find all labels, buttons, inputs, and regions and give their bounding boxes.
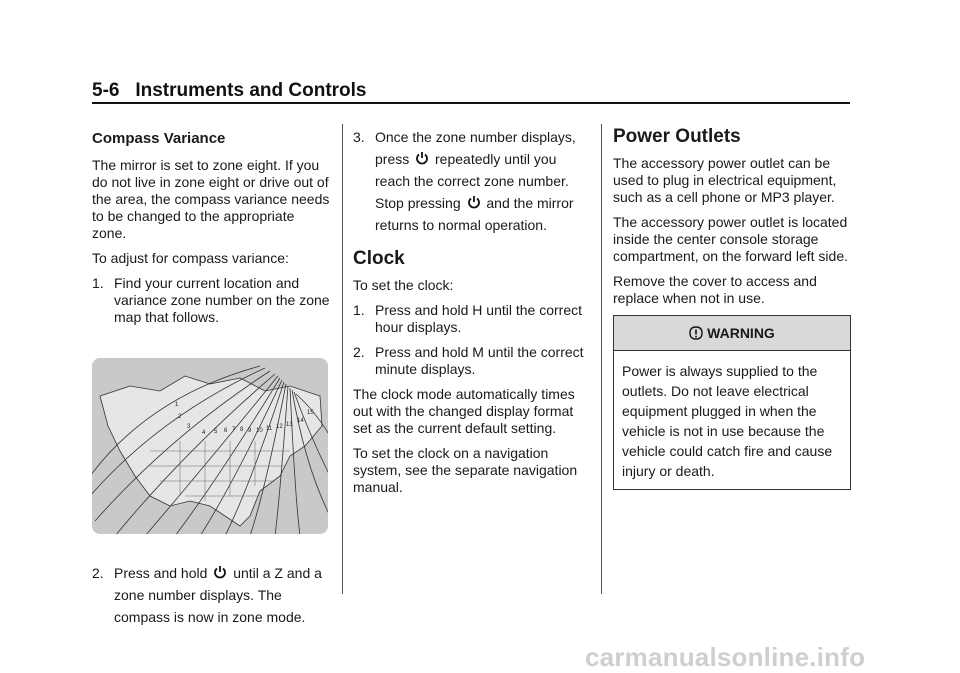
svg-text:10: 10 xyxy=(256,428,263,434)
svg-text:12: 12 xyxy=(276,424,283,430)
step-number: 1. xyxy=(353,302,365,318)
clock-intro: To set the clock: xyxy=(353,277,454,293)
svg-text:5: 5 xyxy=(214,429,218,435)
chapter-title: Instruments and Controls xyxy=(135,80,367,101)
compass-para-1: The mirror is set to zone eight. If you do not live in zone eight or drive out of the area, the compass variance needs to be changed to the appropriate zone. xyxy=(92,157,330,241)
column-divider-right xyxy=(601,124,602,594)
section-number: 5-6 xyxy=(92,80,120,101)
compass-step-2 xyxy=(92,562,332,628)
step-number: 2. xyxy=(353,344,365,360)
warning-box xyxy=(613,315,851,490)
column-clock xyxy=(353,126,593,504)
page-title xyxy=(92,80,850,102)
svg-text:2: 2 xyxy=(178,414,182,420)
page-header xyxy=(92,80,850,106)
power-icon xyxy=(415,151,429,165)
warning-text: Power is always supplied to the outlets. Do not leave electrical equipment plugged in when the vehicle is not in use because the vehicle could catch fire and cause injury or death. xyxy=(622,363,833,479)
clock-step-1 xyxy=(353,302,593,336)
power-icon xyxy=(467,195,481,209)
step-number: 3. xyxy=(353,129,365,145)
step-number: 1. xyxy=(92,275,104,291)
clock-para-1: The clock mode automatically times out with the changed display format set as the current default setting. xyxy=(353,386,575,436)
svg-text:13: 13 xyxy=(286,422,293,428)
zone-map-image xyxy=(90,356,330,536)
column-compass xyxy=(92,124,332,636)
clock-para-2: To set the clock on a navigation system, see the separate navigation manual. xyxy=(353,445,578,495)
svg-text:9: 9 xyxy=(248,428,252,434)
svg-text:4: 4 xyxy=(202,430,206,436)
step-text: Press and hold H until the correct hour displays. xyxy=(375,302,582,335)
power-heading: Power Outlets xyxy=(613,126,741,147)
svg-text:11: 11 xyxy=(266,426,273,432)
header-rule xyxy=(92,102,850,104)
step-text-a: Once the zone number displays, press xyxy=(375,129,576,167)
compass-step-3 xyxy=(353,126,593,236)
step-text: Find your current location and variance zone number on the zone map that follows. xyxy=(114,275,330,325)
power-para-1: The accessory power outlet can be used to plug in electrical equipment, such as a cell phone or MP3 player. xyxy=(613,155,837,205)
step-text-b: repeatedly until you reach the correct zone number. Stop pressing xyxy=(375,151,569,211)
zone-map xyxy=(90,356,330,536)
step-number: 2. xyxy=(92,565,104,581)
svg-text:1: 1 xyxy=(175,402,179,408)
step-text-post: until a Z and a zone number displays. The compass is now in zone mode. xyxy=(114,565,322,625)
compass-heading: Compass Variance xyxy=(92,130,226,147)
warning-icon xyxy=(689,326,703,340)
column-divider-left xyxy=(342,124,343,594)
svg-text:15: 15 xyxy=(307,410,314,416)
svg-text:3: 3 xyxy=(187,424,191,430)
svg-text:8: 8 xyxy=(240,427,244,433)
compass-para-2: To adjust for compass variance: xyxy=(92,250,289,266)
watermark: carmanualsonline.info xyxy=(585,642,866,672)
svg-text:14: 14 xyxy=(297,418,304,424)
power-para-2: The accessory power outlet is located inside the center console storage compartment, on the forward left side. xyxy=(613,214,848,264)
step-text-pre: Press and hold xyxy=(114,565,208,581)
compass-step-1 xyxy=(92,275,332,326)
warning-header xyxy=(614,316,850,351)
step-text: Press and hold M until the correct minute displays. xyxy=(375,344,584,377)
svg-text:6: 6 xyxy=(224,428,228,434)
clock-step-2 xyxy=(353,344,593,378)
svg-text:7: 7 xyxy=(232,427,236,433)
column-power xyxy=(613,128,853,490)
power-icon xyxy=(213,565,227,579)
warning-label: WARNING xyxy=(707,324,775,341)
step-text-c: and the mirror returns to normal operation. xyxy=(375,195,574,233)
clock-heading: Clock xyxy=(353,248,405,269)
power-para-3: Remove the cover to access and replace when not in use. xyxy=(613,273,817,306)
